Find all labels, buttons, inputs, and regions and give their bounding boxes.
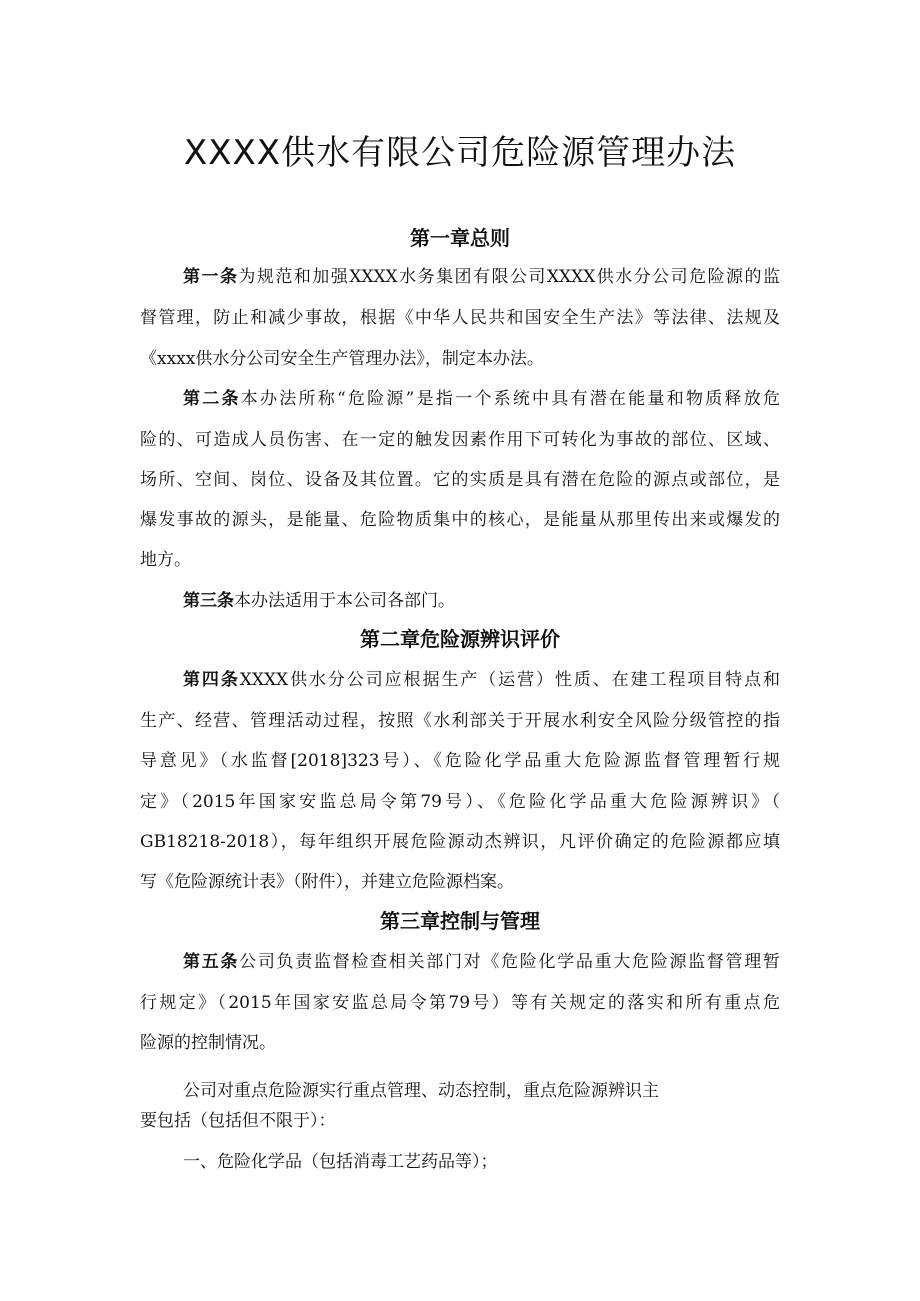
- article-2-line-5: 地方。: [140, 550, 191, 570]
- chapter-2-heading: 第二章危险源辨识评价: [360, 627, 560, 651]
- list-item-1: 一、危险化学品（包括消毒工艺药品等）；: [183, 1152, 498, 1172]
- chapter-3-heading: 第三章控制与管理: [380, 909, 540, 933]
- article-4-line-3: 导意见》（水监督[2018]323号）、《危险化学品重大危险源监督管理暂行规: [140, 751, 780, 771]
- article-4-line-1: [183, 665, 780, 690]
- article-5-label: 第五条: [183, 952, 240, 972]
- article-1-text-1: 为规范和加强XXXX水务集团有限公司XXXX供水分公司危险源的监: [238, 267, 781, 287]
- article-4-line-4: 定》（2015年国家安监总局令第79号）、《危险化学品重大危险源辨识》（: [140, 792, 780, 812]
- article-2-line-4: 爆发事故的源头，是能量、危险物质集中的核心，是能量从那里传出来或爆发的: [140, 510, 780, 530]
- article-3-label: 第三条: [183, 591, 234, 611]
- article-3-line-1: [183, 586, 455, 611]
- article-4-label: 第四条: [183, 670, 240, 690]
- article-5-text-1: 公司负责监督检查相关部门对《危险化学品重大危险源监督管理暂: [239, 952, 781, 972]
- article-3-text-1: 本办法适用于本公司各部门。: [234, 591, 455, 611]
- article-4-line-6: 写《危险源统计表》（附件），并建立危险源档案。: [140, 872, 514, 892]
- article-2-label: 第二条: [183, 389, 241, 409]
- article-1-line-2: 督管理，防止和减少事故，根据《中华人民共和国安全生产法》等法律、法规及: [140, 308, 780, 328]
- article-5-line-1: [183, 947, 780, 972]
- article-2-line-1: [183, 384, 780, 409]
- article-4-line-5: GB18218-2018），每年组织开展危险源动杰辨识，凡评价确定的危险源都应填: [140, 832, 780, 852]
- article-4-text-1: XXXX供水分公司应根据生产（运营）性质、在建工程项目特点和: [239, 670, 780, 690]
- article-1-label: 第一条: [183, 267, 239, 287]
- article-4-line-2: 生产、经营、管理活动过程，按照《水利部关于开展水利安全风险分级管控的指: [140, 711, 780, 731]
- paragraph-1-line-1: 公司对重点危险源实行重点管理、动态控制，重点危险源辨识主: [183, 1081, 659, 1101]
- article-1-line-3: 《xxxx供水分公司安全生产管理办法》，制定本办法。: [140, 349, 544, 369]
- article-2-line-3: 场所、空间、岗位、设备及其位置。它的实质是具有潜在危险的源点或部位，是: [140, 470, 780, 490]
- article-1-line-1: [183, 262, 780, 287]
- article-5-line-2: 行规定》（2015年国家安监总局令第79号）等有关规定的落实和所有重点危: [140, 993, 780, 1013]
- paragraph-1-line-2: 要包括（包括但不限于）：: [140, 1111, 336, 1131]
- document-title: XXXX供水有限公司危险源管理办法: [183, 133, 737, 173]
- article-2-line-2: 险的、可造成人员伤害、在一定的触发因素作用下可转化为事故的部位、区域、: [140, 430, 780, 450]
- article-5-line-3: 险源的控制情况。: [140, 1033, 276, 1053]
- article-2-text-1: 本办法所称“危险源”是指一个系统中具有潜在能量和物质释放危: [240, 389, 781, 409]
- chapter-1-heading: 第一章总则: [410, 226, 510, 250]
